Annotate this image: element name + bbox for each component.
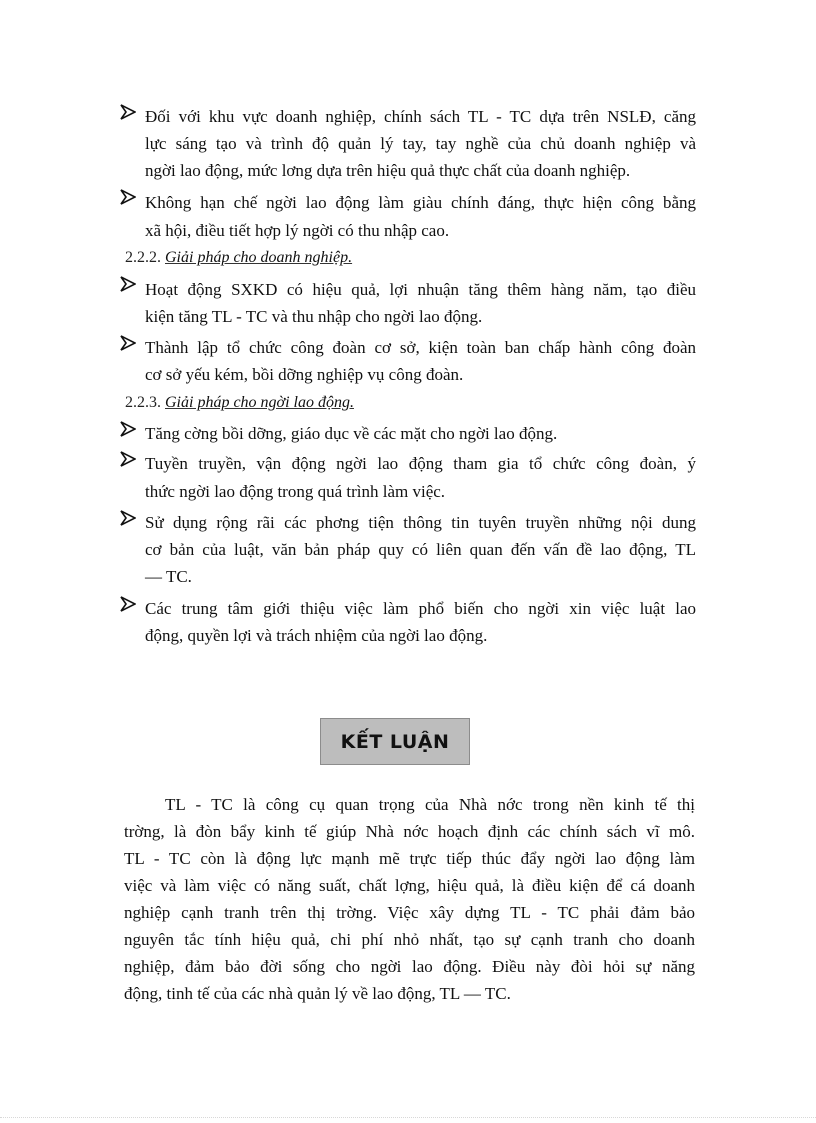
heading-number: 2.2.3. — [125, 394, 161, 411]
conclusion-line-2: trờng, là đòn bẩy kinh tế giúp Nhà nớc hoạch định các chính sách vĩ mô. — [124, 822, 695, 841]
bullet-7-line-1: Sử dụng rộng rãi các phơng tiện thông tin tuyên truyền những nội dung — [145, 513, 696, 532]
bullet-1-line-1: Đối với khu vực doanh nghiệp, chính sách TL - TC dựa trên NSLĐ, căng — [145, 107, 696, 126]
conclusion-line-1: TL - TC là công cụ quan trọng của Nhà nớc trong nền kinh tế thị — [165, 795, 695, 814]
bullet-1-line-3: ngời lao động, mức lơng dựa trên hiệu quả thực chất của doanh nghiệp. — [145, 161, 631, 180]
bullet-8-line-1: Các trung tâm giới thiệu việc làm phổ biến cho ngời xin việc luật lao — [145, 599, 696, 618]
bullet-8-line-2: động, quyền lợi và trách nhiệm của ngời lao động. — [145, 626, 488, 645]
bullet-3-line-2: kiện tăng TL - TC và thu nhập cho ngời lao động. — [145, 307, 483, 326]
bullet-1-line-2: lực sáng tạo và trình độ quản lý tay, tay nghề của chủ doanh nghiệp và — [145, 134, 696, 153]
arrowhead-bullet-icon — [120, 189, 136, 205]
conclusion-line-4: việc và làm việc có năng suất, chất lợng, hiệu quả, là điều kiện để cá doanh — [124, 876, 695, 895]
arrowhead-bullet-icon — [120, 335, 136, 351]
bullet-7-line-3: — TC. — [145, 567, 192, 586]
conclusion-line-6: nguyên tắc tính hiệu quả, chi phí nhỏ nhất, tạo sự cạnh tranh cho doanh — [124, 930, 695, 949]
arrowhead-bullet-icon — [120, 510, 136, 526]
bullet-4-line-1: Thành lập tổ chức công đoàn cơ sở, kiện toàn ban chấp hành công đoàn — [145, 338, 696, 357]
arrowhead-bullet-icon — [120, 276, 136, 292]
bullet-2-line-2: xã hội, điều tiết hợp lý ngời có thu nhập cao. — [145, 221, 450, 240]
conclusion-title: KẾT LUẬN — [340, 730, 450, 753]
heading-number: 2.2.2. — [125, 249, 161, 266]
arrowhead-bullet-icon — [120, 104, 136, 120]
bullet-2-line-1: Không hạn chế ngời lao động làm giàu chính đáng, thực hiện công bằng — [145, 193, 696, 212]
page-bottom-divider — [0, 1117, 816, 1118]
section-heading-2-2-3 — [125, 393, 354, 413]
conclusion-line-7: nghiệp, đảm bảo đời sống cho ngời lao động. Điều này đòi hỏi sự năng — [124, 957, 695, 976]
arrowhead-bullet-icon — [120, 421, 136, 437]
bullet-3-line-1: Hoạt động SXKD có hiệu quả, lợi nhuận tăng thêm hàng năm, tạo điều — [145, 280, 696, 299]
bullet-6-line-2: thức ngời lao động trong quá trình làm việc. — [145, 482, 446, 501]
conclusion-line-3: TL - TC còn là động lực mạnh mẽ trực tiếp thúc đẩy ngời lao động làm — [124, 849, 695, 868]
section-heading-2-2-2 — [125, 248, 352, 268]
heading-title: Giải pháp cho doanh nghiệp. — [165, 249, 353, 266]
bullet-6-line-1: Tuyền truyền, vận động ngời lao động tham gia tổ chức công đoàn, ý — [145, 454, 696, 473]
conclusion-line-8: động, tinh tế của các nhà quản lý về lao động, TL — TC. — [124, 984, 511, 1003]
arrowhead-bullet-icon — [120, 451, 136, 467]
bullet-7-line-2: cơ bản của luật, văn bản pháp quy có liên quan đến vấn đề lao động, TL — [145, 540, 696, 559]
conclusion-banner — [320, 718, 470, 765]
bullet-5-line-1: Tăng cờng bồi dỡng, giáo dục về các mặt cho ngời lao động. — [145, 424, 558, 443]
heading-title: Giải pháp cho ngời lao động. — [165, 394, 354, 411]
arrowhead-bullet-icon — [120, 596, 136, 612]
conclusion-line-5: nghiệp cạnh tranh trên thị trờng. Việc xây dựng TL - TC phải đảm bảo — [124, 903, 695, 922]
bullet-4-line-2: cơ sở yếu kém, bồi dỡng nghiệp vụ công đoàn. — [145, 365, 464, 384]
